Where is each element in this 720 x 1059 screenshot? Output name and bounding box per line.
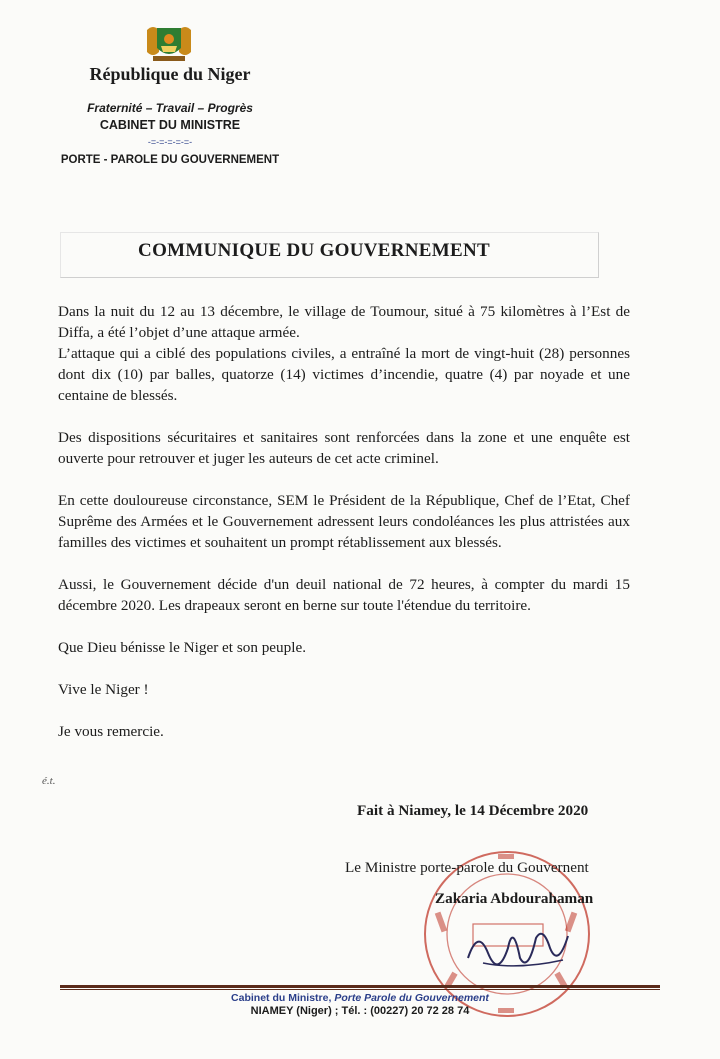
handwritten-signature-icon <box>458 918 578 978</box>
paragraph: Des dispositions sécuritaires et sanitaires sont renforcées dans la zone et une enquête est ouverte pour retrouver et juger les auteurs de cet acte criminel. <box>58 429 630 467</box>
paragraph: Je vous remercie. <box>58 723 164 740</box>
footer-office-cabinet: Cabinet du Ministre, <box>231 992 332 1004</box>
margin-initials: é.t. <box>42 775 56 787</box>
place-date: Fait à Niamey, le 14 Décembre 2020 <box>357 802 589 819</box>
cabinet-heading: CABINET DU MINISTRE <box>99 118 241 132</box>
republic-heading: République du Niger <box>89 64 251 84</box>
footer-contact-phone: 72 28 74 <box>426 1005 470 1017</box>
office-heading: PORTE - PAROLE DU GOUVERNEMENT <box>60 154 280 166</box>
paragraph: Vive le Niger ! <box>58 681 149 698</box>
paragraph: Aussi, le Gouvernement décide d'un deuil national de 72 heures, à compter du mardi 15 décembre 2020. Les drapeaux seront en berne sur toute l'étendue du territoire. <box>58 576 630 614</box>
header-separator: -=-=-=-=-=- <box>147 137 193 147</box>
paragraph: L’attaque qui a ciblé des populations civiles, a entraîné la mort de vingt-huit (28) personnes dont dix (10) par balles, quatorze (14) victimes d’incendie, quatre (4) par noyade et une centaine de blessés. <box>58 345 630 404</box>
national-motto: Fraternité – Travail – Progrès <box>87 101 253 115</box>
paragraph: Que Dieu bénisse le Niger et son peuple. <box>58 639 306 656</box>
footer-rule <box>60 985 660 988</box>
footer-rule-thin <box>60 989 660 990</box>
signatory-name: Zakaria Abdourahaman <box>435 890 594 907</box>
communique-body <box>58 301 630 742</box>
document-title: COMMUNIQUE DU GOUVERNEMENT <box>138 240 490 261</box>
signatory-role: Le Ministre porte-parole du Gouvernent <box>345 859 589 876</box>
paragraph: En cette douloureuse circonstance, SEM le Président de la République, Chef de l’Etat, Chef Suprême des Armées et le Gouvernement adressent leurs condoléances les plus attristées aux familles des victimes et souhaitent un prompt rétablissement aux blessés. <box>58 492 630 551</box>
footer-contact-address: NIAMEY (Niger) ; Tél. : (00227) 20 <box>250 1005 427 1017</box>
footer-contact <box>60 1005 660 1017</box>
paragraph: Dans la nuit du 12 au 13 décembre, le village de Toumour, situé à 75 kilomètres à l’Est de Diffa, a été l’objet d’une attaque armée. <box>58 303 630 341</box>
niger-coat-of-arms-icon <box>143 22 195 64</box>
footer-office-porte-parole: Porte Parole du Gouvernement <box>334 992 489 1004</box>
footer-office <box>60 992 660 1004</box>
